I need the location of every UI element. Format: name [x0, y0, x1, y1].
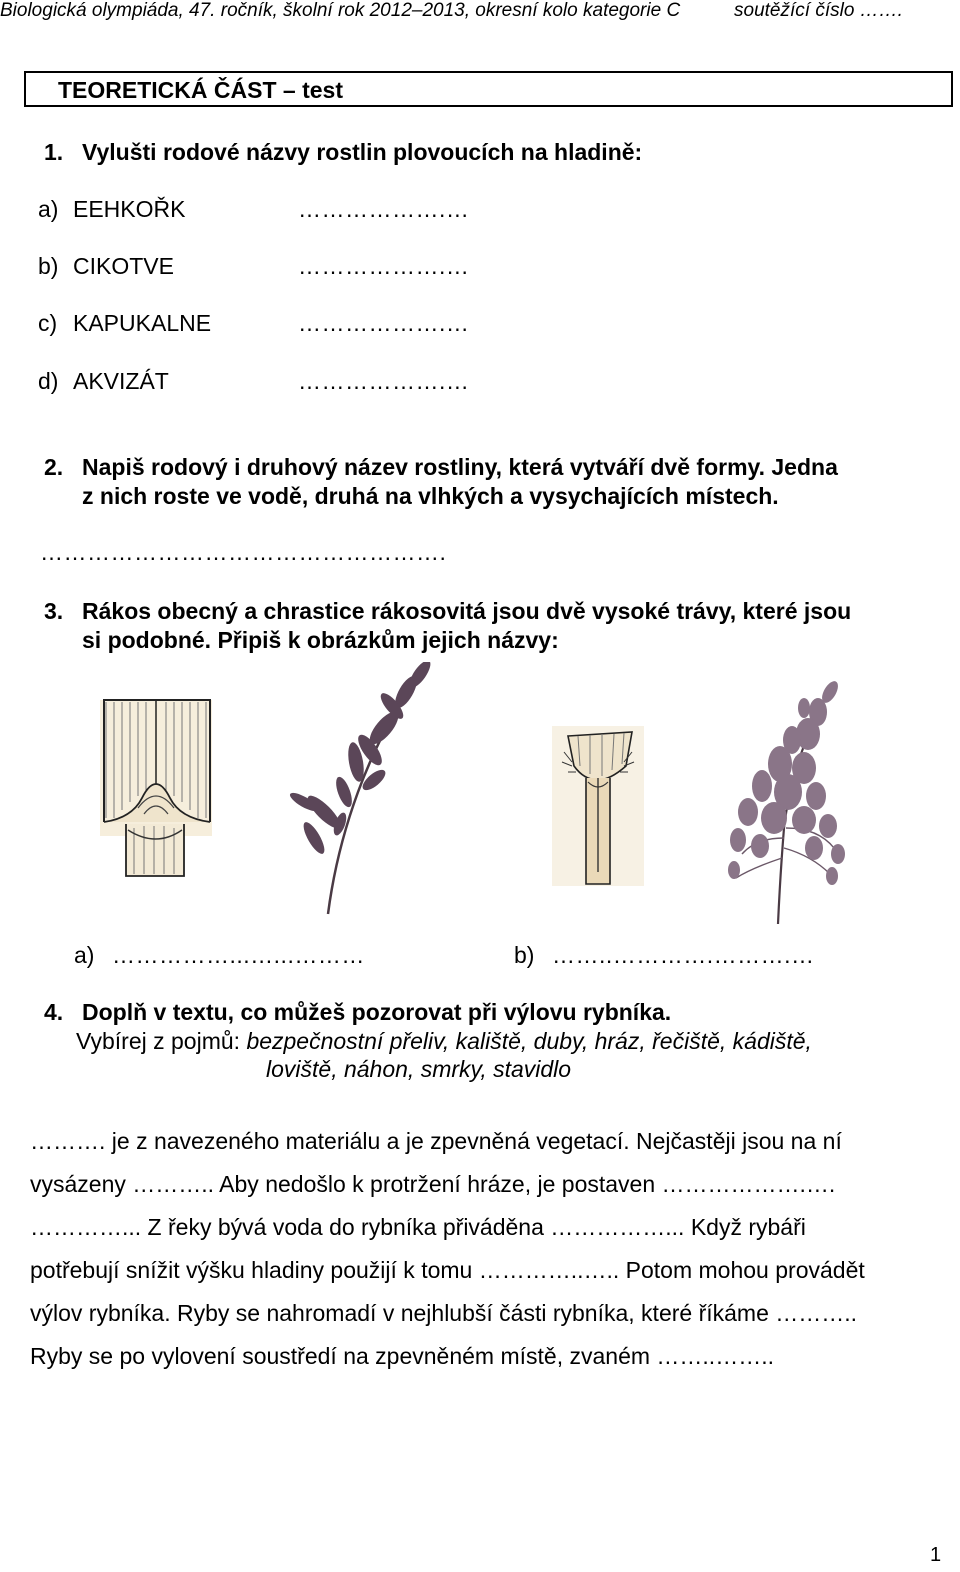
question-2-line-1: Napiš rodový i druhový název rostliny, která vytváří dvě formy. Jedna: [82, 454, 838, 480]
q4-terms-line-1: bezpečnostní přeliv, kaliště, duby, hráz, řečiště, kádiště,: [246, 1028, 812, 1054]
q1-item-c-label: c): [38, 310, 58, 336]
q3-answer-b-label: b): [514, 942, 535, 968]
question-3-line-2: si podobné. Připiš k obrázkům jejich názvy:: [82, 627, 559, 653]
page-header-contestant-number: soutěžící číslo …….: [734, 0, 903, 21]
q1-item-d-word: AKVIZÁT: [73, 368, 169, 394]
q4-text-line-5: výlov rybníka. Ryby se nahromadí v nejhlubší části rybníka, které říkáme ………..: [30, 1300, 858, 1326]
question-3-line-1: Rákos obecný a chrastice rákosovitá jsou dvě vysoké trávy, které jsou: [82, 598, 852, 624]
q4-text-line-2: vysázeny ……….. Aby nedošlo k protržení hráze, je postaven ……………….….: [30, 1171, 836, 1197]
q1-item-d-blank[interactable]: ……………….…: [298, 368, 470, 394]
q1-item-c-word: KAPUKALNE: [73, 310, 212, 336]
q4-text-line-3: …………... Z řeky bývá voda do rybníka přiváděna ……………... Když rybáři: [30, 1214, 806, 1240]
question-3-number: 3.: [44, 598, 64, 624]
q1-item-a-label: a): [38, 196, 59, 222]
q1-item-a-word: EEHKOŘK: [73, 196, 186, 222]
q4-text-line-6: Ryby se po vylovení soustředí na zpevněném místě, zvaném ……..……..: [30, 1343, 774, 1369]
q4-choose-prefix: Vybírej z pojmů:: [76, 1028, 247, 1054]
q1-item-b-word: CIKOTVE: [73, 253, 174, 279]
illustration-reed-panicle: [280, 662, 440, 920]
question-2-number: 2.: [44, 454, 64, 480]
q3-answer-a-blank[interactable]: ……………...…...………: [112, 942, 365, 968]
q4-text-line-4: potřebují snížit výšku hladiny použijí k tomu …………..….. Potom mohou provádět: [30, 1257, 865, 1283]
q1-item-c-blank[interactable]: ……………….…: [298, 310, 470, 336]
q1-item-b-blank[interactable]: ……………….…: [298, 253, 470, 279]
q4-text-line-1: ………. je z navezeného materiálu a je zpevněná vegetací. Nejčastěji jsou na ní: [30, 1128, 842, 1154]
section-title: TEORETICKÁ ČÁST – test: [58, 77, 343, 103]
question-1-text: Vylušti rodové názvy rostlin plovoucích na hladině:: [82, 139, 643, 165]
page-header-title: Biologická olympiáda, 47. ročník, školní rok 2012–2013, okresní kolo kategorie C: [0, 0, 681, 21]
question-4-number: 4.: [44, 999, 64, 1025]
q3-answer-b-blank[interactable]: ……..………….……….…: [552, 942, 815, 968]
question-4-heading: Doplň v textu, co můžeš pozorovat při výlovu rybníka.: [82, 999, 672, 1025]
question-2-answer-blank[interactable]: …………………………………………….: [40, 539, 447, 565]
q4-term-list-line-1: [76, 1028, 812, 1055]
illustration-canary-grass-panicle: [722, 678, 852, 926]
q4-terms-line-2: loviště, náhon, smrky, stavidlo: [266, 1056, 572, 1082]
question-1-number: 1.: [44, 139, 64, 165]
page-number: 1: [930, 1544, 942, 1566]
illustration-ligule-detail-b: [548, 722, 648, 892]
illustration-ligule-detail-a: [92, 698, 220, 880]
q1-item-b-label: b): [38, 253, 59, 279]
q3-answer-a-label: a): [74, 942, 95, 968]
q1-item-d-label: d): [38, 368, 59, 394]
q1-item-a-blank[interactable]: ……………….…: [298, 196, 470, 222]
question-2-line-2: z nich roste ve vodě, druhá na vlhkých a vysychajících místech.: [82, 483, 779, 509]
